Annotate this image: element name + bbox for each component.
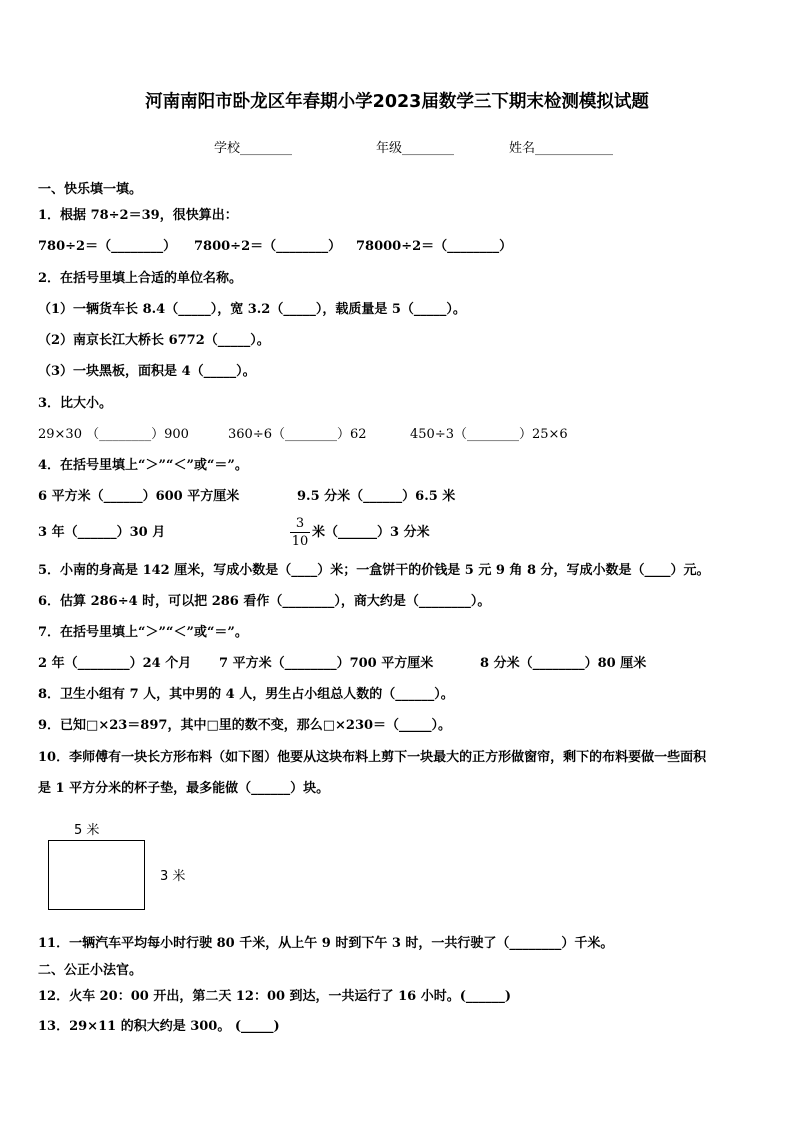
question-10-line-2: 是 1 平方分米的杯子垫，最多能做（______）块。 bbox=[38, 781, 330, 796]
question-2: 2．在括号里填上合适的单位名称。 bbox=[38, 271, 243, 286]
question-8: 8．卫生小组有 7 人，其中男的 4 人，男生占小组总人数的（______）。 bbox=[38, 687, 454, 702]
fraction-denominator: 10 bbox=[291, 534, 309, 549]
figure-width-label: 5 米 bbox=[74, 823, 100, 838]
school-field: 学校________ bbox=[214, 141, 293, 156]
page-title: 河南南阳市卧龙区年春期小学2023届数学三下期末检测模拟试题 bbox=[145, 92, 649, 112]
question-7b: 7 平方米（________）700 平方厘米 bbox=[219, 656, 434, 671]
question-2-1: （1）一辆货车长 8.4（_____），宽 3.2（_____），载质量是 5（_____）。 bbox=[38, 302, 466, 317]
question-12: 12．火车 20：00 开出，第二天 12：00 到达，一共运行了 16 小时。(______) bbox=[38, 989, 512, 1004]
fraction-three-tenths bbox=[290, 515, 310, 550]
question-3c: 450÷3（________）25×6 bbox=[410, 427, 568, 442]
question-1a: 780÷2＝（________） bbox=[38, 239, 177, 254]
question-2-3: （3）一块黑板，面积是 4（_____）。 bbox=[38, 364, 256, 379]
section-1-heading: 一、快乐填一填。 bbox=[38, 182, 143, 197]
question-10-line-1: 10．李师傅有一块长方形布料（如下图）他要从这块布料上剪下一块最大的正方形做窗帘，剩下的布料要做一些面积 bbox=[38, 750, 707, 765]
question-13: 13．29×11 的积大约是 300。 (_____) bbox=[38, 1019, 280, 1034]
question-2-2: （2）南京长江大桥长 6772（_____）。 bbox=[38, 333, 270, 348]
grade-field: 年级________ bbox=[376, 141, 455, 156]
section-2-heading: 二、公正小法官。 bbox=[38, 963, 143, 978]
question-7: 7．在括号里填上“＞”“＜”或“＝”。 bbox=[38, 625, 248, 640]
question-3a: 29×30 （________）900 bbox=[38, 427, 189, 442]
question-7c: 8 分米（________）80 厘米 bbox=[480, 656, 647, 671]
question-4a: 6 平方米（______）600 平方厘米 bbox=[38, 489, 240, 504]
question-3b: 360÷6（________）62 bbox=[228, 427, 367, 442]
rectangle-figure bbox=[48, 840, 145, 910]
question-3: 3．比大小。 bbox=[38, 396, 113, 411]
question-1b: 7800÷2＝（________） bbox=[194, 239, 342, 254]
question-4: 4．在括号里填上“＞”“＜”或“＝”。 bbox=[38, 458, 248, 473]
question-1: 1．根据 78÷2＝39，很快算出： bbox=[38, 208, 238, 223]
fraction-numerator: 3 bbox=[290, 515, 310, 533]
question-9: 9．已知□×23＝897，其中□里的数不变，那么□×230＝（_____）。 bbox=[38, 718, 452, 733]
question-5: 5．小南的身高是 142 厘米，写成小数是（____）米；一盒饼干的价钱是 5 元 9 角 8 分，写成小数是（____）元。 bbox=[38, 563, 710, 578]
question-11: 11．一辆汽车平均每小时行驶 80 千米，从上午 9 时到下午 3 时，一共行驶了（________）千米。 bbox=[38, 936, 614, 951]
name-field: 姓名____________ bbox=[509, 141, 614, 156]
question-4c: 3 年（______）30 月 bbox=[38, 525, 166, 540]
question-7a: 2 年（________）24 个月 bbox=[38, 656, 192, 671]
question-1c: 78000÷2＝（________） bbox=[356, 239, 513, 254]
question-6: 6．估算 286÷4 时，可以把 286 看作（________），商大约是（________）。 bbox=[38, 594, 491, 609]
figure-height-label: 3 米 bbox=[160, 869, 186, 884]
question-4d: 米（______）3 分米 bbox=[312, 525, 430, 540]
question-4b: 9.5 分米（______）6.5 米 bbox=[297, 489, 456, 504]
